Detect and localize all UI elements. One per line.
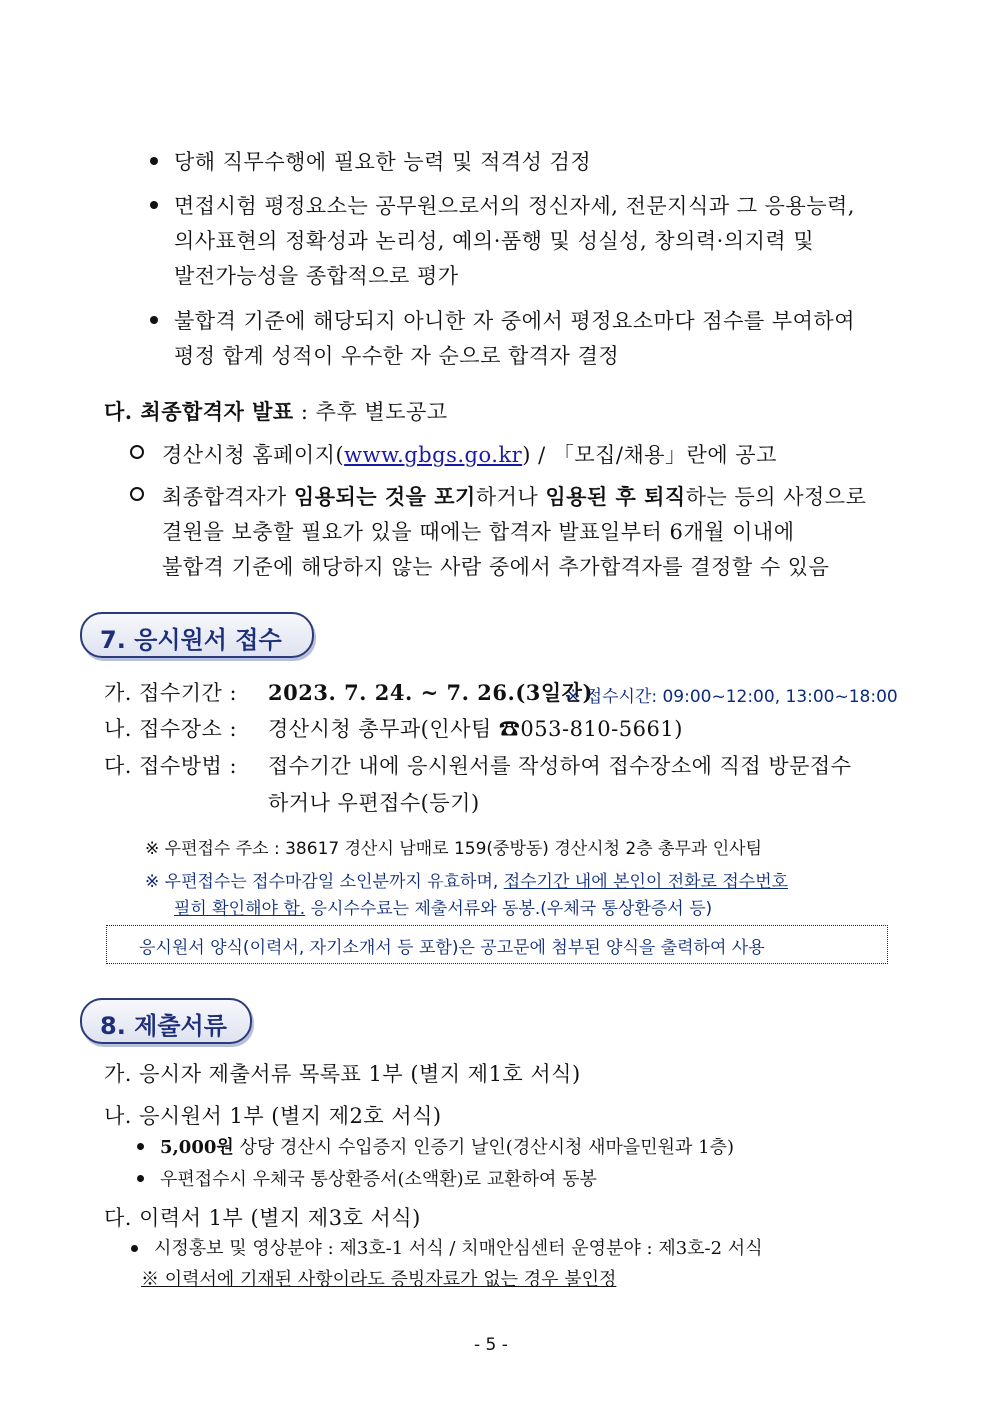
form-notice-box: [106, 925, 888, 964]
bullet-text: 불합격 기준에 해당되지 아니한 자 중에서 평정요소마다 점수를 부여하여: [174, 309, 855, 333]
docs-item-b-sub1: 5,000원 상당 경산시 수입증지 인증기 날인(경산시청 새마을민원과 1층): [160, 1137, 735, 1158]
bullet-text: 면접시험 평정요소는 공무원으로서의 정신자세, 전문지식과 그 응용능력,: [174, 194, 855, 218]
place-value: 경산시청 총무과(인사팀 ☎053-810-5661): [268, 717, 683, 741]
mail-note: ※ 우편접수는 접수마감일 소인분까지 유효하며, 접수기간 내에 본인이 전화로 접수번호: [145, 872, 789, 892]
period-label: 가. 접수기간 :: [104, 681, 238, 705]
mail-note-line2: 필히 확인해야 함. 응시수수료는 제출서류와 동봉.(우체국 통상환증서 등): [174, 899, 713, 919]
additional-pass-notice-line: 불합격 기준에 해당하지 않는 사람 중에서 추가합격자를 결정할 수 있음: [162, 555, 830, 579]
bullet-icon: [137, 1143, 144, 1150]
docs-item-a: 가. 응시자 제출서류 목록표 1부 (별지 제1호 서식): [104, 1062, 581, 1086]
bullet-icon: [150, 201, 158, 209]
bullet-text: 평정 합계 성적이 우수한 자 순으로 합격자 결정: [174, 344, 620, 368]
circle-bullet-icon: [130, 445, 144, 459]
additional-pass-notice-line: 결원을 보충할 필요가 있을 때에는 합격자 발표일부터 6개월 이내에: [162, 520, 795, 544]
docs-item-b: 나. 응시원서 1부 (별지 제2호 서식): [104, 1104, 442, 1128]
method-label: 다. 접수방법 :: [104, 754, 238, 778]
homepage-link[interactable]: www.gbgs.go.kr: [344, 443, 523, 467]
section-7-heading: 7. 응시원서 접수: [80, 612, 314, 658]
page-number: - 5 -: [474, 1335, 508, 1355]
bullet-icon: [150, 316, 158, 324]
homepage-notice: 경산시청 홈페이지(www.gbgs.go.kr) / 「모집/채용」란에 공고: [162, 443, 777, 467]
circle-bullet-icon: [130, 487, 144, 501]
bullet-text: 발전가능성을 종합적으로 평가: [174, 264, 459, 288]
bullet-icon: [137, 1175, 144, 1182]
period-note: ※ 접수시간: 09:00~12:00, 13:00~18:00: [566, 687, 898, 707]
bullet-text: 의사표현의 정확성과 논리성, 예의·품행 및 성실성, 창의력·의지력 및: [174, 229, 815, 253]
method-value-line2: 하거나 우편접수(등기): [268, 791, 480, 815]
period-value: 2023. 7. 24. ~ 7. 26.(3일간): [268, 680, 593, 705]
final-announce-heading: 다. 최종합격자 발표 : 추후 별도공고: [104, 399, 448, 424]
docs-item-c-sub1: 시정홍보 및 영상분야 : 제3호-1 서식 / 치매안심센터 운영분야 : 제3호-2 서식: [154, 1238, 763, 1259]
section-8-heading: 8. 제출서류: [80, 998, 252, 1044]
place-label: 나. 접수장소 :: [104, 717, 238, 741]
form-notice-text: 응시원서 양식(이력서, 자기소개서 등 포함)은 공고문에 첨부된 양식을 출력하여 사용: [139, 938, 765, 958]
mail-address: ※ 우편접수 주소 : 38617 경산시 남매로 159(중방동) 경산시청 2층 총무과 인사팀: [145, 839, 762, 859]
docs-item-b-sub2: 우편접수시 우체국 통상환증서(소액환)로 교환하여 동봉: [160, 1169, 597, 1190]
docs-item-c-note: ※ 이력서에 기재된 사항이라도 증빙자료가 없는 경우 불인정: [141, 1269, 617, 1290]
bullet-icon: [150, 157, 158, 165]
additional-pass-notice: 최종합격자가 임용되는 것을 포기하거나 임용된 후 퇴직하는 등의 사정으로: [162, 484, 867, 509]
docs-item-c: 다. 이력서 1부 (별지 제3호 서식): [104, 1206, 421, 1230]
method-value: 접수기간 내에 응시원서를 작성하여 접수장소에 직접 방문접수: [268, 754, 852, 778]
bullet-icon: [131, 1245, 138, 1252]
bullet-text: 당해 직무수행에 필요한 능력 및 적격성 검정: [174, 150, 592, 174]
